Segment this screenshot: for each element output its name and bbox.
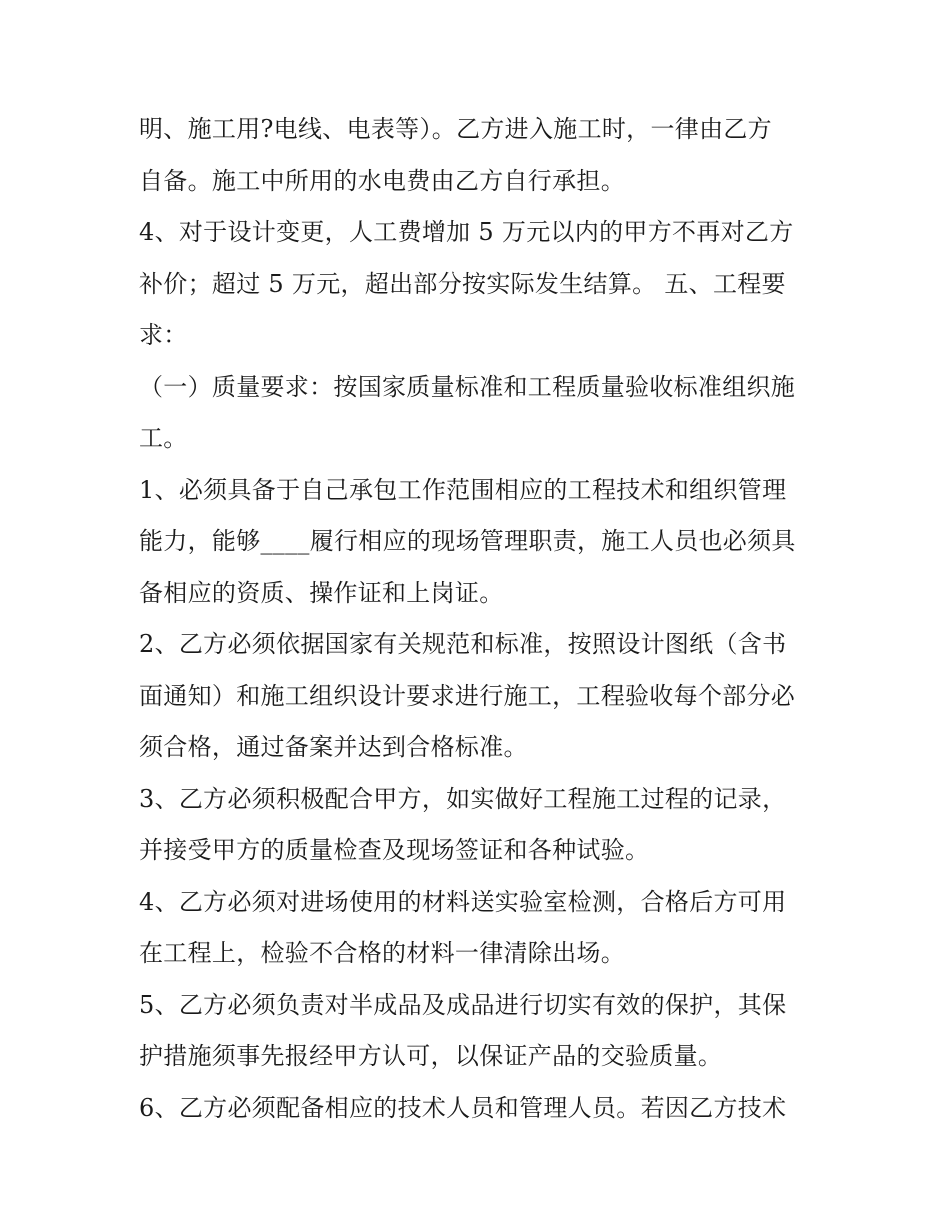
- text-line: 补价；超过 5 万元，超出部分按实际发生结算。 五、工程要: [139, 269, 786, 298]
- text-line: 5、乙方必须负责对半成品及成品进行切实有效的保护，其保: [139, 990, 787, 1019]
- text-line: 备相应的资质、操作证和上岗证。: [139, 578, 504, 607]
- text-line: 须合格，通过备案并达到合格标准。: [139, 733, 528, 761]
- text-line: 4、乙方必须对进场使用的材料送实验室检测，合格后方可用: [139, 887, 787, 916]
- text-line: 6、乙方必须配备相应的技术人员和管理人员。若因乙方技术: [139, 1093, 787, 1122]
- text-line: 3、乙方必须积极配合甲方，如实做好工程施工过程的记录，: [139, 784, 787, 813]
- text-line: 2、乙方必须依据国家有关规范和标准，按照设计图纸（含书: [139, 630, 787, 658]
- text-line: 1、必须具备于自己承包工作范围相应的工程技术和组织管理: [139, 475, 787, 504]
- text-line: 自备。施工中所用的水电费由乙方自行承担。: [139, 166, 625, 195]
- text-line: 能力，能够____履行相应的现场管理职责，施工人员也必须具: [139, 527, 796, 555]
- text-line: 工。: [139, 424, 188, 452]
- document-body: [139, 104, 819, 1134]
- text-line: 求：: [139, 321, 188, 349]
- text-line: 面通知）和施工组织设计要求进行施工，工程验收每个部分必: [139, 681, 796, 710]
- text-line: 4、对于设计变更，人工费增加 5 万元以内的甲方不再对乙方: [139, 218, 794, 246]
- text-line: （一）质量要求：按国家质量标准和工程质量验收标准组织施: [139, 372, 796, 401]
- text-line: 护措施须事先报经甲方认可，以保证产品的交验质量。: [139, 1042, 723, 1070]
- text-line: 在工程上，检验不合格的材料一律清除出场。: [139, 939, 625, 967]
- text-line: 明、施工用?电线、电表等）。乙方进入施工时，一律由乙方: [139, 115, 772, 143]
- text-line: 并接受甲方的质量检查及现场签证和各种试验。: [139, 836, 650, 864]
